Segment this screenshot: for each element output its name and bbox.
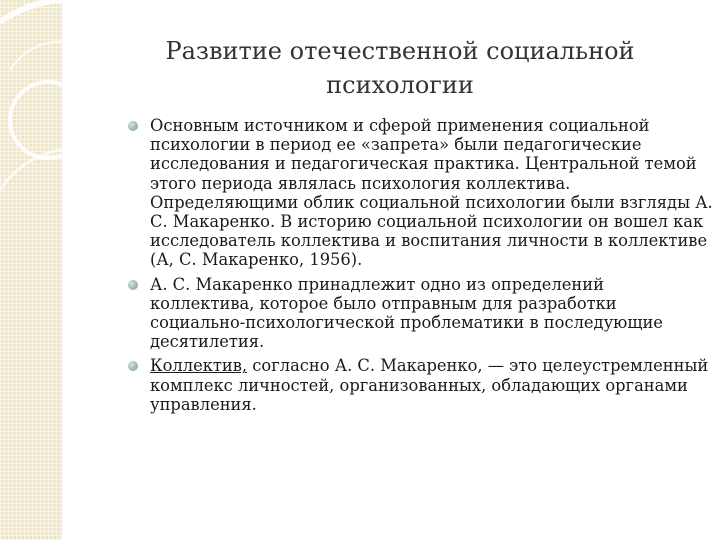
bullet-item-2 — [128, 275, 713, 352]
bullet-list — [128, 116, 713, 419]
bullet-text-1: Основным источником и сферой применения социальной психологии в период ее «запрета» были педагогические исследования и педагогическая практика. Центральной темой этого периода являлась психология коллектива. Определяющими облик социальной психологии были взгляды А. С. Макаренко. В историю социальной психологии он вошел как исследователь коллектива и воспитания личности в коллективе (А, С. Макаренко, 1956). — [150, 116, 713, 270]
bullet-dot-icon — [128, 121, 138, 131]
decorative-side-band — [0, 0, 62, 540]
bullet-dot-icon — [128, 361, 138, 371]
bullet-text-3: согласно А. С. Макаренко, — это целеустремленный комплекс личностей, организованных, обладающих органами управления. — [150, 356, 709, 414]
bullet-text-2: А. С. Макаренко принадлежит одно из определений коллектива, которое было отправным для разработки социально-психологической проблематики в последующие десятилетия. — [150, 274, 663, 352]
bullet-dot-icon — [128, 280, 138, 290]
slide-title-line-1: Развитие отечественной социальной — [165, 37, 635, 65]
bullet-term: Коллектив, — [150, 356, 248, 376]
slide-title-line-2: психологии — [326, 71, 474, 99]
slide-title — [150, 34, 650, 102]
bullet-item-3 — [128, 356, 713, 414]
bullet-item-1 — [128, 116, 713, 270]
